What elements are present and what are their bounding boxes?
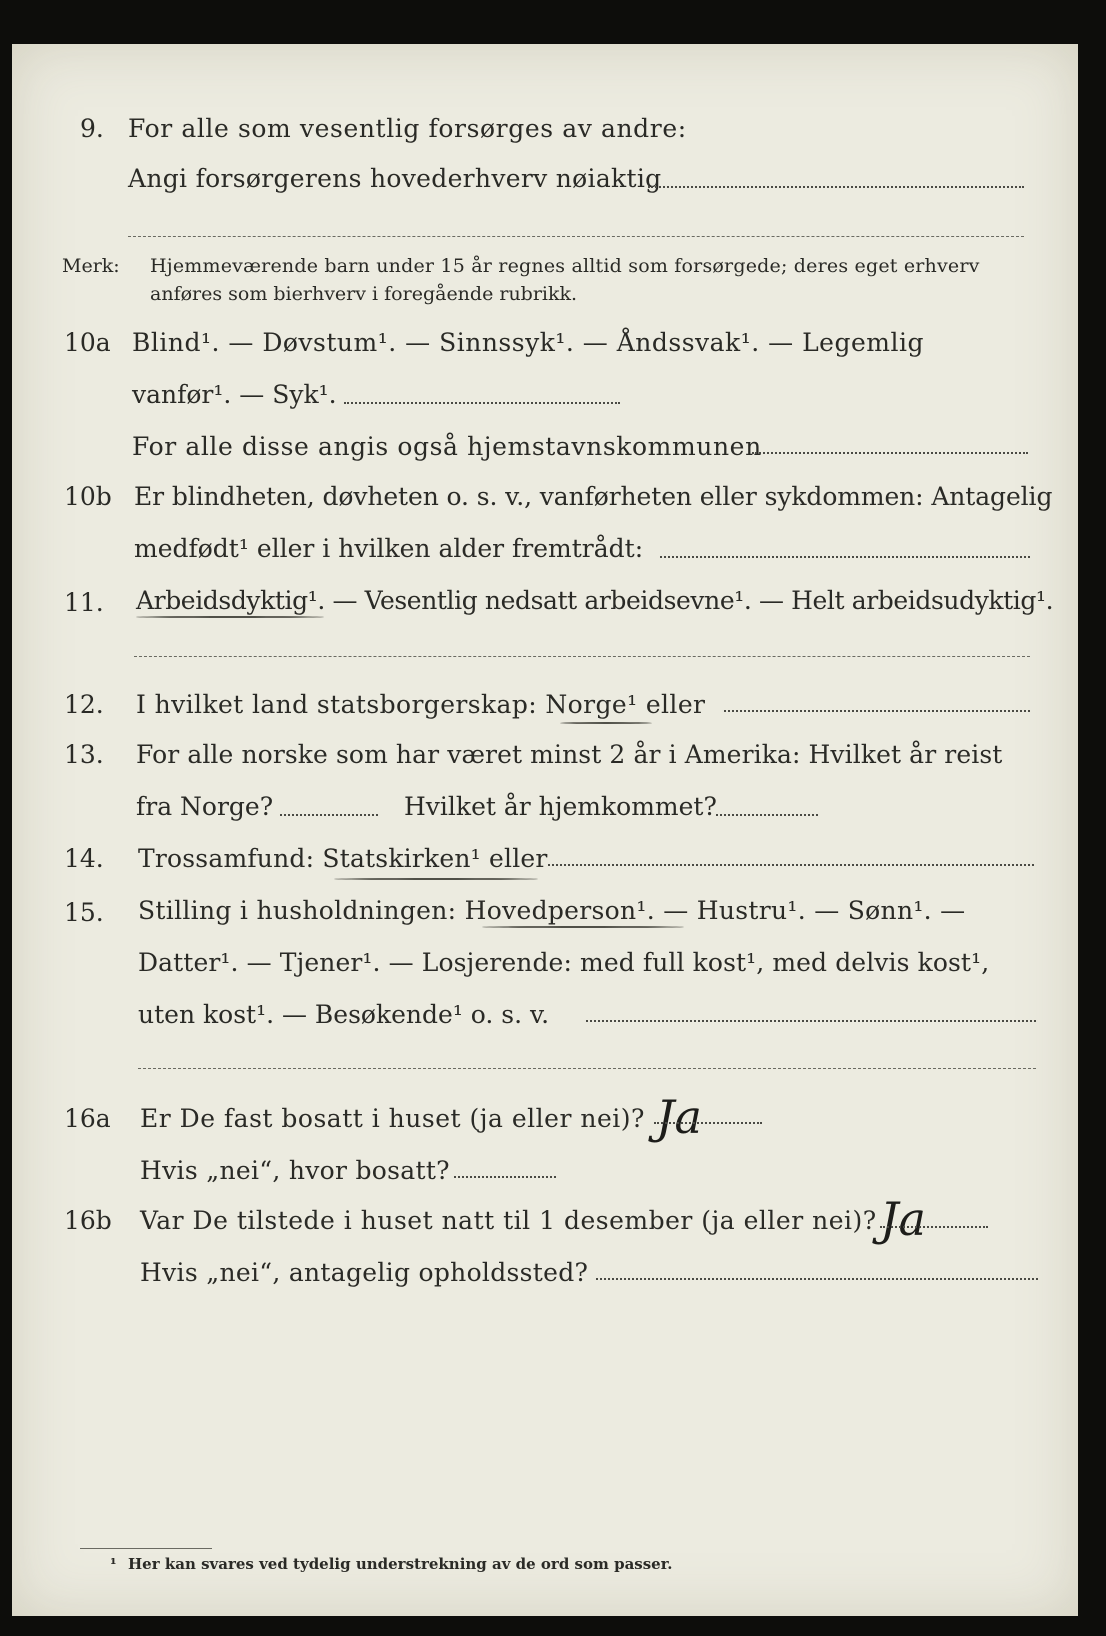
q14-number: 14. (64, 844, 104, 873)
q16a-answer-line (654, 1122, 762, 1124)
q16b-answer-line (880, 1226, 988, 1228)
footnote-marker: ¹ (110, 1555, 117, 1573)
q16a-number: 16a (64, 1104, 111, 1133)
q10a-line3: For alle disse angis også hjemstavnskommunen (132, 432, 762, 461)
q16a-line1: Er De fast bosatt i huset (ja eller nei)? (140, 1104, 645, 1133)
merk-label: Merk: (62, 255, 120, 277)
q16b-handwritten-answer: Ja (880, 1192, 926, 1246)
q16b-line2: Hvis „nei“, antagelig opholdssted? (140, 1258, 589, 1287)
q15-line1: Stilling i husholdningen: Hovedperson¹. — Hustru¹. — Sønn¹. — (138, 896, 966, 925)
q16b-opholdssted-answer-line (596, 1278, 1038, 1280)
q15-line3: uten kost¹. — Besøkende¹ o. s. v. (138, 1000, 550, 1029)
q9-line2: Angi forsørgerens hovederhverv nøiaktig (128, 164, 662, 193)
q15-number: 15. (64, 898, 104, 927)
q13-line2b: Hvilket år hjemkommet? (404, 792, 717, 821)
q16a-bosatt-answer-line (454, 1176, 556, 1178)
q14-answer-line (548, 864, 1034, 866)
q12-underline-norge (560, 722, 652, 724)
q11-number: 11. (64, 588, 104, 617)
q16a-handwritten-answer: Ja (656, 1090, 702, 1144)
q10b-line2: medfødt¹ eller i hvilken alder fremtrådt: (134, 534, 644, 563)
q10a-syk-answer-line (344, 402, 620, 404)
q13-line1: For alle norske som har været minst 2 år i Amerika: Hvilket år reist (136, 740, 1003, 769)
q16a-line2: Hvis „nei“, hvor bosatt? (140, 1156, 450, 1185)
q9-answer-line (648, 186, 1024, 188)
q9-number: 9. (80, 114, 104, 143)
q10a-line2: vanfør¹. — Syk¹. (132, 380, 337, 409)
q16b-number: 16b (64, 1206, 112, 1235)
q16b-line1: Var De tilstede i huset natt til 1 desember (ja eller nei)? (140, 1206, 877, 1235)
q15-underline-hovedperson (482, 926, 684, 928)
q13-line2a: fra Norge? (136, 792, 274, 821)
q9-line1: For alle som vesentlig forsørges av andre: (128, 114, 687, 143)
q12-number: 12. (64, 690, 104, 719)
q15-line2: Datter¹. — Tjener¹. — Losjerende: med full kost¹, med delvis kost¹, (138, 948, 990, 977)
q14-line1: Trossamfund: Statskirken¹ eller (138, 844, 548, 873)
q12-line1: I hvilket land statsborgerskap: Norge¹ eller (136, 690, 706, 719)
q9-separator (128, 236, 1024, 237)
q10a-number: 10a (64, 328, 111, 357)
q10b-line1: Er blindheten, døvheten o. s. v., vanførheten eller sykdommen: Antagelig (134, 482, 1053, 511)
q11-separator (134, 656, 1030, 657)
merk-line1: Hjemmeværende barn under 15 år regnes alltid som forsørgede; deres eget erhverv (150, 255, 980, 277)
q15-answer-line (586, 1020, 1036, 1022)
q10a-line1: Blind¹. — Døvstum¹. — Sinnssyk¹. — Åndssvak¹. — Legemlig (132, 328, 924, 357)
q11-underline-arbeidsdyktig (136, 616, 324, 618)
q11-line1: Arbeidsdyktig¹. — Vesentlig nedsatt arbeidsevne¹. — Helt arbeidsudyktig¹. (136, 586, 1054, 615)
q13-reist-answer-line (280, 814, 378, 816)
footnote-text: Her kan svares ved tydelig understrekning av de ord som passer. (128, 1555, 673, 1573)
q13-number: 13. (64, 740, 104, 769)
q15-separator (138, 1068, 1036, 1069)
footnote-rule (80, 1548, 212, 1549)
q14-underline-statskirken (334, 878, 538, 880)
q12-answer-line (724, 710, 1030, 712)
q13-hjemkommet-answer-line (716, 814, 818, 816)
q10b-answer-line (660, 556, 1030, 558)
merk-line2: anføres som bierhverv i foregående rubrikk. (150, 283, 578, 305)
census-form-page (12, 44, 1078, 1616)
q10a-hjemstavn-answer-line (752, 452, 1028, 454)
q10b-number: 10b (64, 482, 112, 511)
